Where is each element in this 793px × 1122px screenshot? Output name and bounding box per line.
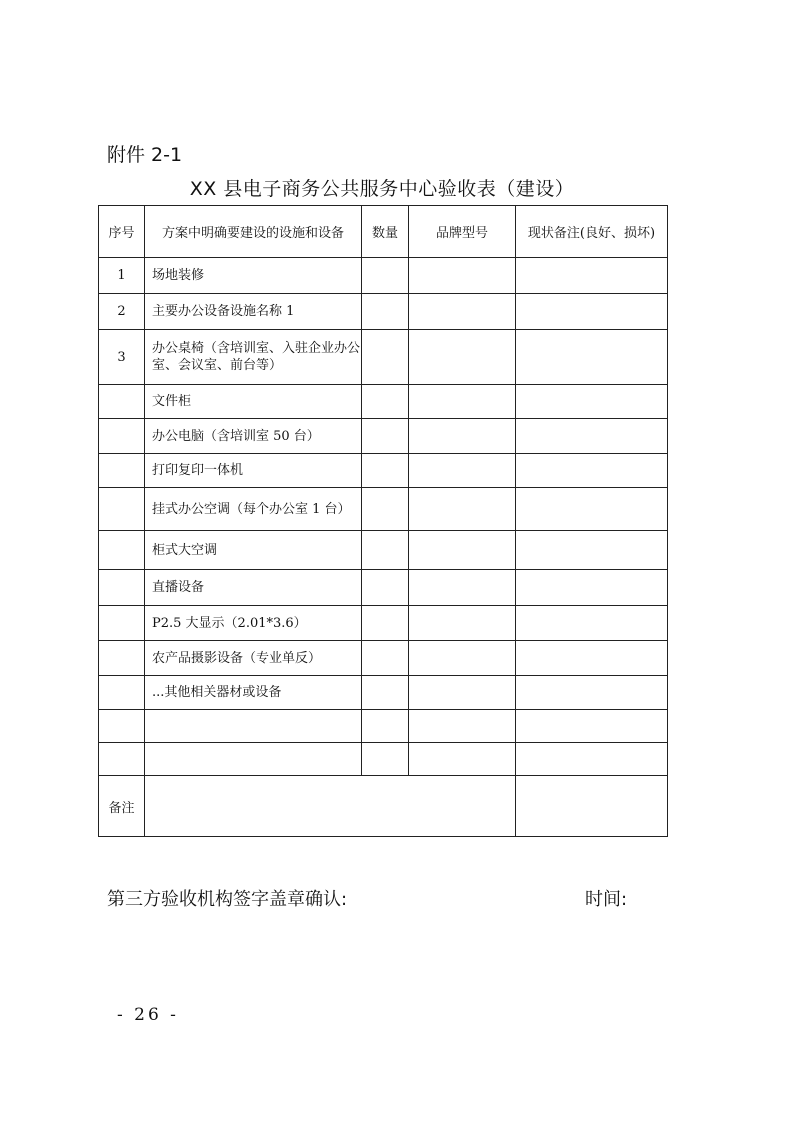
signature-label: 第三方验收机构签字盖章确认: <box>107 889 348 910</box>
header-cell: 序号 <box>99 206 145 258</box>
quantity-cell[interactable] <box>362 419 409 454</box>
brand-model-cell[interactable] <box>409 570 516 606</box>
row-number: 2 <box>99 294 145 330</box>
table-row <box>99 743 668 776</box>
brand-model-cell[interactable] <box>409 710 516 743</box>
remarks-row <box>99 776 668 837</box>
status-note-cell[interactable] <box>516 385 668 419</box>
status-note-cell[interactable] <box>516 419 668 454</box>
table-row <box>99 676 668 710</box>
row-number: 3 <box>99 330 145 385</box>
header-cell: 方案中明确要建设的设施和设备 <box>145 206 362 258</box>
row-item: 主要办公设备设施名称 1 <box>145 294 362 330</box>
row-item[interactable] <box>145 743 362 776</box>
quantity-cell[interactable] <box>362 676 409 710</box>
row-item[interactable] <box>145 710 362 743</box>
table-row <box>99 385 668 419</box>
status-note-cell[interactable] <box>516 294 668 330</box>
table-row <box>99 641 668 676</box>
row-number <box>99 641 145 676</box>
row-number <box>99 385 145 419</box>
table-row <box>99 294 668 330</box>
table-row <box>99 258 668 294</box>
row-item: 打印复印一体机 <box>145 454 362 488</box>
brand-model-cell[interactable] <box>409 676 516 710</box>
header-cell: 现状备注(良好、损坏) <box>516 206 668 258</box>
status-note-cell[interactable] <box>516 488 668 531</box>
row-number <box>99 570 145 606</box>
time-label: 时间: <box>585 889 628 910</box>
brand-model-cell[interactable] <box>409 294 516 330</box>
row-item: 柜式大空调 <box>145 531 362 570</box>
quantity-cell[interactable] <box>362 531 409 570</box>
status-note-cell[interactable] <box>516 606 668 641</box>
remarks-input-cell[interactable] <box>145 776 516 837</box>
row-item: ...其他相关器材或设备 <box>145 676 362 710</box>
status-note-cell[interactable] <box>516 330 668 385</box>
header-cell: 数量 <box>362 206 409 258</box>
quantity-cell[interactable] <box>362 743 409 776</box>
row-item: 办公桌椅（含培训室、入驻企业办公室、会议室、前台等） <box>145 330 362 385</box>
brand-model-cell[interactable] <box>409 743 516 776</box>
table-row <box>99 454 668 488</box>
remarks-label: 备注 <box>99 776 145 837</box>
status-note-cell[interactable] <box>516 641 668 676</box>
row-number <box>99 606 145 641</box>
status-note-cell[interactable] <box>516 454 668 488</box>
quantity-cell[interactable] <box>362 710 409 743</box>
status-note-cell[interactable] <box>516 258 668 294</box>
brand-model-cell[interactable] <box>409 419 516 454</box>
quantity-cell[interactable] <box>362 330 409 385</box>
quantity-cell[interactable] <box>362 385 409 419</box>
row-number <box>99 531 145 570</box>
row-number <box>99 710 145 743</box>
acceptance-table <box>98 205 668 837</box>
table-header-row <box>99 206 668 258</box>
table-row <box>99 419 668 454</box>
table-row <box>99 710 668 743</box>
row-number <box>99 419 145 454</box>
row-number <box>99 488 145 531</box>
status-note-cell[interactable] <box>516 710 668 743</box>
table-row <box>99 606 668 641</box>
row-number <box>99 454 145 488</box>
row-item: 场地装修 <box>145 258 362 294</box>
quantity-cell[interactable] <box>362 488 409 531</box>
table-row <box>99 570 668 606</box>
row-item: 农产品摄影设备（专业单反） <box>145 641 362 676</box>
brand-model-cell[interactable] <box>409 258 516 294</box>
attachment-label: 附件 2-1 <box>107 144 183 166</box>
row-item: 办公电脑（含培训室 50 台） <box>145 419 362 454</box>
page-title: XX 县电子商务公共服务中心验收表（建设） <box>189 178 575 200</box>
brand-model-cell[interactable] <box>409 330 516 385</box>
quantity-cell[interactable] <box>362 454 409 488</box>
status-note-cell[interactable] <box>516 531 668 570</box>
quantity-cell[interactable] <box>362 294 409 330</box>
brand-model-cell[interactable] <box>409 606 516 641</box>
status-note-cell[interactable] <box>516 570 668 606</box>
row-number <box>99 676 145 710</box>
quantity-cell[interactable] <box>362 570 409 606</box>
status-note-cell[interactable] <box>516 676 668 710</box>
brand-model-cell[interactable] <box>409 641 516 676</box>
header-cell: 品牌型号 <box>409 206 516 258</box>
row-number <box>99 743 145 776</box>
row-item: P2.5 大显示（2.01*3.6） <box>145 606 362 641</box>
brand-model-cell[interactable] <box>409 531 516 570</box>
quantity-cell[interactable] <box>362 258 409 294</box>
status-note-cell[interactable] <box>516 743 668 776</box>
row-item: 挂式办公空调（每个办公室 1 台） <box>145 488 362 531</box>
table-row <box>99 330 668 385</box>
brand-model-cell[interactable] <box>409 488 516 531</box>
table-row <box>99 488 668 531</box>
row-number: 1 <box>99 258 145 294</box>
quantity-cell[interactable] <box>362 641 409 676</box>
row-item: 直播设备 <box>145 570 362 606</box>
brand-model-cell[interactable] <box>409 454 516 488</box>
table-row <box>99 531 668 570</box>
brand-model-cell[interactable] <box>409 385 516 419</box>
row-item: 文件柜 <box>145 385 362 419</box>
remarks-extra-cell[interactable] <box>516 776 668 837</box>
page-number: - 26 - <box>117 1005 179 1025</box>
quantity-cell[interactable] <box>362 606 409 641</box>
